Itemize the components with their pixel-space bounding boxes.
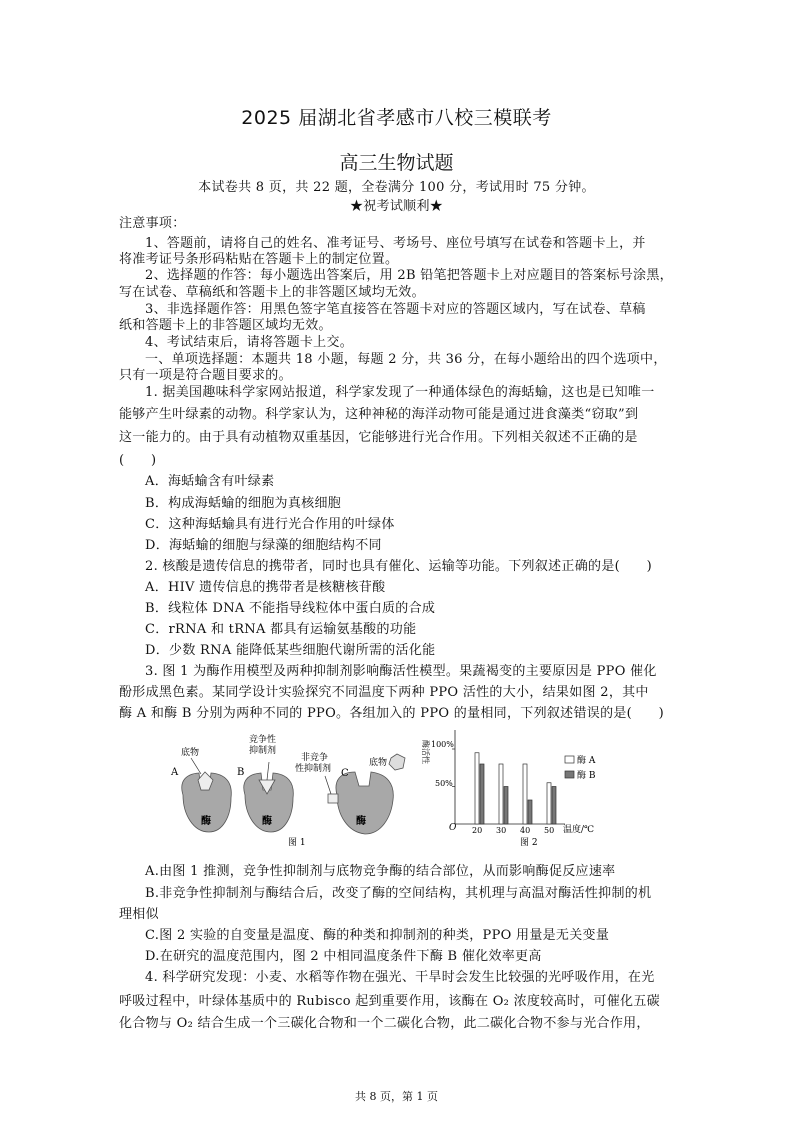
substrate-c bbox=[389, 754, 405, 770]
label-b: B bbox=[237, 767, 245, 778]
text-line: 化合物与 O₂ 结合生成一个三碳化合物和一个二碳化合物，此二碳化合物不参与光合作用， bbox=[119, 1016, 650, 1031]
label-a: A bbox=[171, 767, 179, 778]
legend-label-b: 酶 B bbox=[577, 771, 596, 781]
substrate-label: 底物 bbox=[369, 758, 388, 768]
legend-swatch-b bbox=[565, 771, 574, 778]
option-b: B．线粒体 DNA 不能指导线粒体中蛋白质的合成 bbox=[145, 601, 436, 616]
noncompetitive-label-1: 非竞争 bbox=[301, 753, 329, 763]
bar-b-30 bbox=[504, 787, 508, 825]
text-line: 纸和答题卡上的非答题区域均无效。 bbox=[119, 318, 332, 333]
text-line: 只有一项是符合题目要求的。 bbox=[119, 368, 292, 383]
page-footer: 共 8 页，第 1 页 bbox=[355, 1090, 438, 1103]
text-line: 这一能力的。由于具有动植物双重基因，它能够进行光合作用。下列相关叙述不正确的是 bbox=[119, 430, 638, 445]
y-axis-label: 酶活性 bbox=[421, 740, 430, 764]
exam-subtitle: 高三生物试题 bbox=[339, 152, 454, 174]
exam-wish: ★祝考试顺利★ bbox=[349, 199, 444, 214]
bar-a-40 bbox=[523, 764, 527, 824]
enzyme-label: 酶 bbox=[201, 816, 211, 827]
text-line: 1、答题前，请将自己的姓名、准考证号、考场号、座位号填写在试卷和答题卡上，并 bbox=[145, 236, 646, 251]
noncompetitive-label-2: 性抑制剂 bbox=[295, 764, 332, 774]
option-b: B．构成海蛞蝓的细胞为真核细胞 bbox=[145, 496, 342, 511]
competitive-label-1: 竞争性 bbox=[249, 735, 277, 745]
x-tick-label: 20 bbox=[472, 826, 483, 835]
pointer-line bbox=[191, 758, 201, 774]
option-d: D．海蛞蝓的细胞与绿藻的细胞结构不同 bbox=[145, 538, 382, 553]
question-4: 4. 科学研究发现：小麦、水稻等作物在强光、干旱时会发生比较强的光呼吸作用，在光 bbox=[145, 970, 655, 985]
answer-blank: ( ) bbox=[119, 453, 157, 468]
text-line: 写在试卷、草稿纸和答题卡上的非答题区域均无效。 bbox=[119, 285, 425, 300]
bar-b-50 bbox=[552, 787, 556, 825]
text-line: 2、选择题的作答：每小题选出答案后，用 2B 铅笔把答题卡上对应题目的答案标号涂黑， bbox=[145, 268, 673, 283]
bar-b-40 bbox=[528, 800, 532, 824]
enzyme-label: 酶 bbox=[356, 816, 366, 827]
text-line: 呼吸过程中，叶绿体基质中的 Rubisco 起到重要作用，该酶在 O₂ 浓度较高时，可催化五碳 bbox=[119, 994, 660, 1009]
option-c: C.图 2 实验的自变量是温度、酶的种类和抑制剂的种类，PPO 用量是无关变量 bbox=[145, 928, 610, 943]
option-b: B.非竞争性抑制剂与酶结合后，改变了酶的空间结构，其机理与高温对酶活性抑制的机 bbox=[145, 886, 652, 901]
text-line: 酶 A 和酶 B 分别为两种不同的 PPO。各组加入的 PPO 的量相同，下列叙述错误的是( ) bbox=[119, 706, 665, 721]
substrate-label: 底物 bbox=[181, 748, 200, 758]
text-line: 将准考证号条形码粘贴在答题卡上的制定位置。 bbox=[119, 252, 399, 267]
pointer-line bbox=[267, 762, 269, 780]
question-1: 1. 据美国趣味科学家网站报道，科学家发现了一种通体绿色的海蛞蝓，这也是已知唯一 bbox=[145, 385, 655, 400]
text-line: 理相似 bbox=[119, 907, 159, 922]
text-line: 能够产生叶绿素的动物。科学家认为，这种神秘的海洋动物可能是通过进食藻类“窃取”到 bbox=[119, 407, 639, 422]
option-c: C．rRNA 和 tRNA 都具有运输氨基酸的功能 bbox=[145, 622, 417, 637]
legend-swatch-a bbox=[565, 756, 574, 763]
option-d: D．少数 RNA 能降低某些细胞代谢所需的活化能 bbox=[145, 643, 436, 658]
competitive-label-2: 抑制剂 bbox=[249, 746, 277, 756]
bar-a-20 bbox=[475, 753, 479, 824]
text-line: 4、考试结束后，请将答题卡上交。 bbox=[145, 335, 354, 350]
section-heading: 一、单项选择题：本题共 18 小题，每题 2 分，共 36 分，在每小题给出的四个选项中， bbox=[145, 352, 667, 367]
pointer-line bbox=[325, 776, 331, 794]
origin-label: O bbox=[449, 823, 457, 833]
notice-heading: 注意事项： bbox=[119, 216, 186, 231]
figure-area bbox=[165, 728, 635, 850]
legend-label-a: 酶 A bbox=[577, 756, 596, 766]
y-tick-label: 50% bbox=[435, 779, 453, 788]
bar-a-50 bbox=[547, 783, 551, 824]
x-tick-label: 30 bbox=[496, 826, 507, 835]
x-tick-label: 50 bbox=[544, 826, 555, 835]
text-line: 3、非选择题作答：用黑色签字笔直接答在答题卡对应的答题区域内，写在试卷、草稿 bbox=[145, 302, 646, 317]
option-a: A．HIV 遗传信息的携带者是核糖核苷酸 bbox=[145, 580, 386, 595]
exam-info: 本试卷共 8 页，共 22 题，全卷满分 100 分，考试用时 75 分钟。 bbox=[198, 180, 595, 195]
option-d: D.在研究的温度范围内，图 2 中相同温度条件下酶 B 催化效率更高 bbox=[145, 949, 542, 964]
exam-title: 2025 届湖北省孝感市八校三模联考 bbox=[241, 107, 552, 129]
option-a: A.由图 1 推测，竞争性抑制剂与底物竞争酶的结合部位，从而影响酶促反应速率 bbox=[145, 864, 616, 879]
x-tick-label: 40 bbox=[520, 826, 531, 835]
option-c: C．这种海蛞蝓具有进行光合作用的叶绿体 bbox=[145, 517, 395, 532]
figure-2-caption: 图 2 bbox=[520, 838, 538, 848]
figure-1-caption: 图 1 bbox=[288, 838, 306, 848]
bar-a-30 bbox=[499, 764, 503, 824]
x-axis-label: 温度/℃ bbox=[563, 825, 595, 835]
option-a: A．海蛞蝓含有叶绿素 bbox=[145, 474, 275, 489]
enzyme-label: 酶 bbox=[262, 816, 272, 827]
bar-chart bbox=[421, 730, 596, 848]
bar-b-20 bbox=[480, 764, 484, 824]
text-line: 酚形成黑色素。某同学设计实验探究不同温度下两种 PPO 活性的大小，结果如图 2，其中 bbox=[119, 685, 649, 700]
label-c: C bbox=[341, 768, 349, 779]
question-2: 2. 核酸是遗传信息的携带者，同时也具有催化、运输等功能。下列叙述正确的是( ) bbox=[145, 559, 652, 574]
y-tick-label: 100% bbox=[431, 740, 454, 749]
noncompetitive-inhibitor-shape bbox=[328, 794, 338, 803]
question-3: 3. 图 1 为酶作用模型及两种抑制剂影响酶活性模型。果蔬褐变的主要原因是 PPO 催化 bbox=[145, 664, 657, 679]
